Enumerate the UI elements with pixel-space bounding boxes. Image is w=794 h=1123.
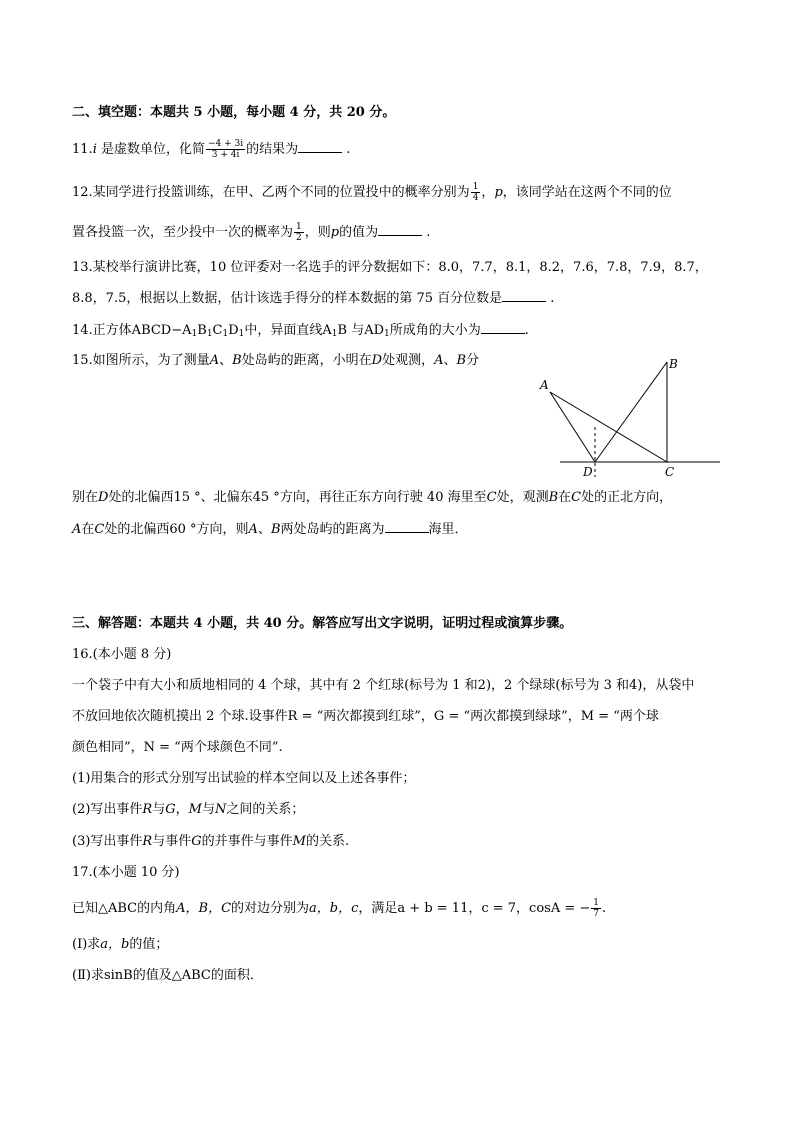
question-12-line-1 xyxy=(72,182,672,203)
q14-g: 所成角的大小为 xyxy=(389,323,481,338)
q12-comma: ， xyxy=(481,185,495,200)
q12-text-c: ，该同学站在这两个不同的位 xyxy=(502,185,672,200)
q16-part-3 xyxy=(72,832,349,852)
q14-f: B 与AD xyxy=(337,323,385,338)
question-14 xyxy=(72,321,529,344)
q17-line-1 xyxy=(72,898,606,919)
q15-text-f: 处的北偏西15 °、北偏东45 °方向，再往正东方向行驶 40 海里至 xyxy=(108,490,487,505)
q12-text-e: ，则 xyxy=(304,225,331,240)
q17-part-2: (Ⅱ)求sinB的值及△ABC的面积． xyxy=(72,968,263,983)
q14-d: D xyxy=(228,323,239,338)
q16-p3-c: 的并事件与事件 xyxy=(201,834,293,849)
q16-N: N xyxy=(214,802,227,817)
q16-line-1: 一个袋子中有大小和质地相同的 4 个球，其中有 2 个红球(标号为 1 和2)，2 个绿球(标号为 3 和4)，从袋中 xyxy=(72,678,695,693)
q12-text-f: 的值为 xyxy=(339,225,379,240)
q16-part-2 xyxy=(72,800,304,820)
question-13-line-2 xyxy=(72,289,554,309)
question-15-line-2 xyxy=(72,488,672,508)
section-heading-solutions: 三、解答题：本题共 4 小题，共 40 分。解答应写出文字说明，证明过程或演算步骤。 xyxy=(72,616,573,631)
q13-text: 8.8，7.5，根据以上数据，估计该选手得分的样本数据的第 75 百分位数是 xyxy=(72,291,503,306)
q11-end: . xyxy=(342,142,351,157)
section-heading-fill-in: 二、填空题：本题共 5 小题，每小题 4 分，共 20 分。 xyxy=(72,105,396,120)
q11-frac-den: 3 + 4i xyxy=(211,150,240,160)
q16-line-3: 颜色相同”，N = “两个球颜色不同”. xyxy=(72,740,283,755)
q12-frac1-den: 4 xyxy=(472,193,479,203)
q11-number: 11. xyxy=(72,142,93,157)
q12-p-2: p xyxy=(330,225,340,240)
q12-fraction-1 xyxy=(471,182,481,203)
q16-G: G xyxy=(165,802,176,817)
q12-text-a: 12.某同学进行投篮训练，在甲、乙两个不同的位置投中的概率分别为 xyxy=(72,185,470,200)
q15-figure xyxy=(530,352,725,482)
q16-p2-e: 之间的关系； xyxy=(226,802,305,817)
q13-end: . xyxy=(546,291,555,306)
q15-C-3: C xyxy=(94,522,105,537)
q15-B-3: B xyxy=(548,490,559,505)
q17-angles: A，B，C xyxy=(176,901,232,916)
q15-C: C xyxy=(486,490,497,505)
q12-answer-blank xyxy=(378,223,422,236)
question-11 xyxy=(72,139,350,160)
q14-c: C xyxy=(212,323,223,338)
q17-frac-den: 7 xyxy=(593,909,599,919)
q12-end: . xyxy=(422,225,431,240)
q17-sides: a，b，c xyxy=(309,901,359,916)
q15-A-2: A xyxy=(434,353,444,368)
figure-label-A: A xyxy=(540,378,549,392)
q15-B: B xyxy=(232,353,242,368)
question-13-line-1: 13.某校举行演讲比赛，10 位评委对一名选手的评分数据如下：8.0，7.7，8.1，8.2，7.6，7.8，7.9，8.7， xyxy=(72,260,708,275)
q15-D: D xyxy=(371,353,383,368)
q15-sep-3: 、 xyxy=(257,522,271,537)
q15-answer-blank xyxy=(385,520,429,533)
q14-sub6: 1 xyxy=(384,329,390,339)
q17-text-a: 已知△ABC的内角 xyxy=(72,901,177,916)
q15-text-c: 处观测， xyxy=(382,353,435,368)
q11-i: i xyxy=(92,142,97,157)
q16-R: R xyxy=(142,802,153,817)
q14-sub2: 1 xyxy=(206,329,213,339)
q14-b: B xyxy=(197,323,207,338)
q16-line-2: 不放回地依次随机摸出 2 个球.设事件R = “两次都摸到红球”，G = “两次都摸到绿球”，M = “两个球 xyxy=(72,709,659,724)
question-15-line-1 xyxy=(72,351,479,371)
q11-text-b: 的结果为 xyxy=(246,142,299,157)
figure-line-AC xyxy=(550,392,667,462)
q14-answer-blank xyxy=(481,321,525,334)
question-15-line-3 xyxy=(72,520,468,540)
q16-p3-b: 与事件 xyxy=(152,834,192,849)
q16-R-2: R xyxy=(142,834,153,849)
q17-part-1 xyxy=(72,935,168,955)
q12-text-d: 置各投篮一次，至少投中一次的概率为 xyxy=(72,225,294,240)
q15-A: A xyxy=(209,353,220,368)
q16-title: 16.(本小题 8 分) xyxy=(72,647,172,662)
q15-text-l: 两处岛屿的距离为 xyxy=(280,522,385,537)
figure-line-AD xyxy=(550,392,595,462)
q12-fraction-2 xyxy=(294,222,304,243)
q15-text-j: 在 xyxy=(81,522,95,537)
q15-text-h: 在 xyxy=(558,490,572,505)
q17-fraction xyxy=(591,898,601,919)
q17-text-b: 的对边分别为 xyxy=(231,901,310,916)
question-12-line-2 xyxy=(72,222,430,243)
q11-answer-blank xyxy=(298,140,342,153)
q14-a: 14.正方体ABCD−A xyxy=(72,323,192,338)
q15-text-k: 处的北偏西60 °方向，则 xyxy=(104,522,249,537)
q14-sub4: 1 xyxy=(238,329,245,339)
q17-title: 17.(本小题 10 分) xyxy=(72,865,180,880)
q17-ab: a，b xyxy=(100,937,130,952)
q15-sep: 、 xyxy=(219,353,233,368)
figure-label-D: D xyxy=(583,465,593,479)
q15-text-e: 别在 xyxy=(72,490,99,505)
q14-e: 中，异面直线A xyxy=(244,323,332,338)
q17-p1-a: (Ⅰ)求 xyxy=(72,937,101,952)
q17-text-c: ，满足a + b = 11，c = 7，cosA = − xyxy=(358,901,591,916)
q16-part-1: (1)用集合的形式分别写出试验的样本空间以及上述各事件； xyxy=(72,771,416,786)
figure-label-B: B xyxy=(669,357,678,371)
q12-p: p xyxy=(494,185,503,200)
q16-p2-c: ， xyxy=(175,802,189,817)
q15-A-4: A xyxy=(248,522,258,537)
q15-text-b: 处岛屿的距离，小明在 xyxy=(241,353,372,368)
q15-B-2: B xyxy=(456,353,467,368)
q15-text-g: 处，观测 xyxy=(496,490,549,505)
q16-p3-d: 的关系. xyxy=(305,834,350,849)
q15-D-2: D xyxy=(98,490,109,505)
q17-text-d: . xyxy=(602,901,607,916)
q16-M: M xyxy=(188,802,202,817)
q11-fraction xyxy=(206,139,245,160)
q12-frac2-den: 2 xyxy=(296,233,302,243)
q17-p1-b: 的值； xyxy=(129,937,169,952)
q15-C-2: C xyxy=(571,490,582,505)
q15-text-m: 海里． xyxy=(428,522,468,537)
q12-frac1-num: 1 xyxy=(472,182,479,192)
q15-sep-2: 、 xyxy=(443,353,457,368)
q15-text-d: 分 xyxy=(466,353,480,368)
q12-frac2-num: 1 xyxy=(296,222,302,232)
q14-sub1: 1 xyxy=(191,329,198,339)
q13-answer-blank xyxy=(502,289,546,302)
q14-sub5: 1 xyxy=(331,329,338,339)
q15-text-i: 处的正北方向， xyxy=(581,490,673,505)
q14-sub3: 1 xyxy=(222,329,229,339)
figure-label-C: C xyxy=(665,465,675,479)
q16-p2-b: 与 xyxy=(152,802,166,817)
q16-p2-a: (2)写出事件 xyxy=(72,802,143,817)
q11-frac-num: −4 + 3i xyxy=(208,139,244,149)
q17-frac-num: 1 xyxy=(593,898,599,908)
q15-text-a: 15.如图所示，为了测量 xyxy=(72,353,210,368)
q15-B-4: B xyxy=(270,522,281,537)
figure-line-DB xyxy=(595,362,667,462)
q14-end: . xyxy=(524,323,529,338)
q16-p2-d: 与 xyxy=(201,802,215,817)
q16-M-2: M xyxy=(292,834,306,849)
q11-text-a: 是虚数单位，化简 xyxy=(96,142,205,157)
q16-p3-a: (3)写出事件 xyxy=(72,834,143,849)
q15-A-3: A xyxy=(72,522,82,537)
q16-G-2: G xyxy=(191,834,202,849)
